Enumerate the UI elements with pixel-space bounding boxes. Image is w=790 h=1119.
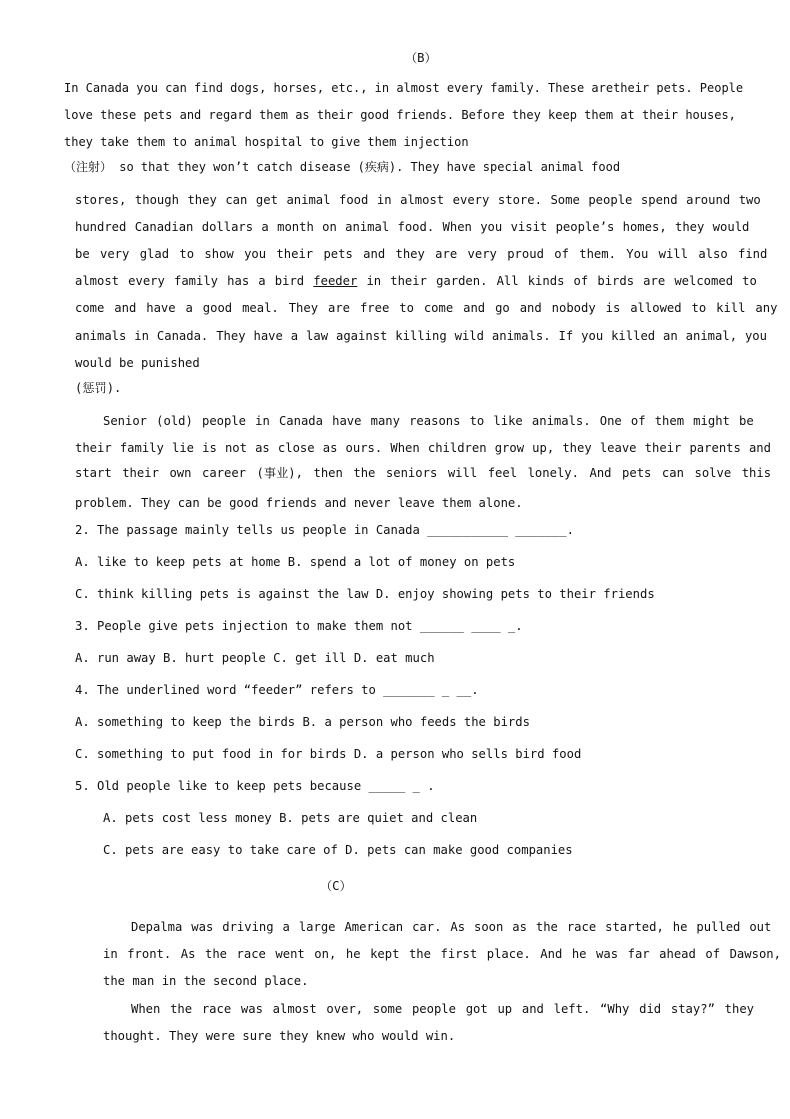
passage-line: be very glad to show you their pets and they are very proud of them. You will also find [75, 247, 768, 261]
passage-line [75, 273, 757, 289]
passage-line: hundred Canadian dollars a month on animal food. When you visit people’s homes, they would [75, 220, 750, 234]
passage-line: When the race was almost over, some people got up and left. “Why did stay?” they [131, 1002, 754, 1016]
question-stem: 5. Old people like to keep pets because _____ _ . [75, 779, 435, 793]
question-option: C. something to put food in for birds D. a person who sells bird food [75, 747, 582, 761]
section-c-heading: （C） [320, 879, 352, 893]
passage-line: in front. As the race went on, he kept the first place. And he was far ahead of Dawson, [103, 947, 781, 961]
passage-line: would be punished [75, 356, 200, 370]
passage-line: Depalma was driving a large American car. As soon as the race started, he pulled out [131, 920, 772, 934]
passage-line: start their own career (事业), then the seniors will feel lonely. And pets can solve this [75, 466, 772, 480]
passage-line: animals in Canada. They have a law against killing wild animals. If you killed an animal, you [75, 329, 767, 343]
passage-line: the man in the second place. [103, 974, 309, 988]
passage-line: they take them to animal hospital to give them injection [64, 135, 469, 149]
passage-line: their family lie is not as close as ours. When children grow up, they leave their parents and [75, 441, 771, 455]
question-stem: 3. People give pets injection to make them not ______ ____ _. [75, 619, 523, 633]
section-b-heading: （B） [405, 51, 437, 65]
question-option: A. run away B. hurt people C. get ill D. eat much [75, 651, 435, 665]
passage-line: Senior (old) people in Canada have many reasons to like animals. One of them might be [103, 414, 754, 428]
passage-line: thought. They were sure they knew who would win. [103, 1029, 456, 1043]
passage-line: In Canada you can find dogs, horses, etc., in almost every family. These aretheir pets. People [64, 81, 744, 95]
underlined-word-feeder: feeder [313, 274, 358, 288]
passage-text: in their garden. All kinds of birds are welcomed to [366, 274, 757, 288]
passage-line: (惩罚). [75, 381, 122, 395]
question-option: C. think killing pets is against the law D. enjoy showing pets to their friends [75, 587, 655, 601]
question-stem: 4. The underlined word “feeder” refers to _______ _ __. [75, 683, 479, 697]
passage-line: stores, though they can get animal food in almost every store. Some people spend around two [75, 193, 761, 207]
passage-line: come and have a good meal. They are free to come and go and nobody is allowed to kill any [75, 301, 778, 315]
question-option: A. pets cost less money B. pets are quiet and clean [103, 811, 478, 825]
passage-text: almost every family has a bird [75, 274, 305, 288]
passage-line: love these pets and regard them as their good friends. Before they keep them at their houses, [64, 108, 736, 122]
question-option: A. like to keep pets at home B. spend a lot of money on pets [75, 555, 516, 569]
question-option: C. pets are easy to take care of D. pets can make good companies [103, 843, 573, 857]
question-option: A. something to keep the birds B. a person who feeds the birds [75, 715, 530, 729]
passage-line: （注射） so that they won’t catch disease (疾病). They have special animal food [64, 160, 621, 174]
question-stem: 2. The passage mainly tells us people in Canada ___________ _______. [75, 523, 574, 537]
passage-line: problem. They can be good friends and never leave them alone. [75, 496, 523, 510]
